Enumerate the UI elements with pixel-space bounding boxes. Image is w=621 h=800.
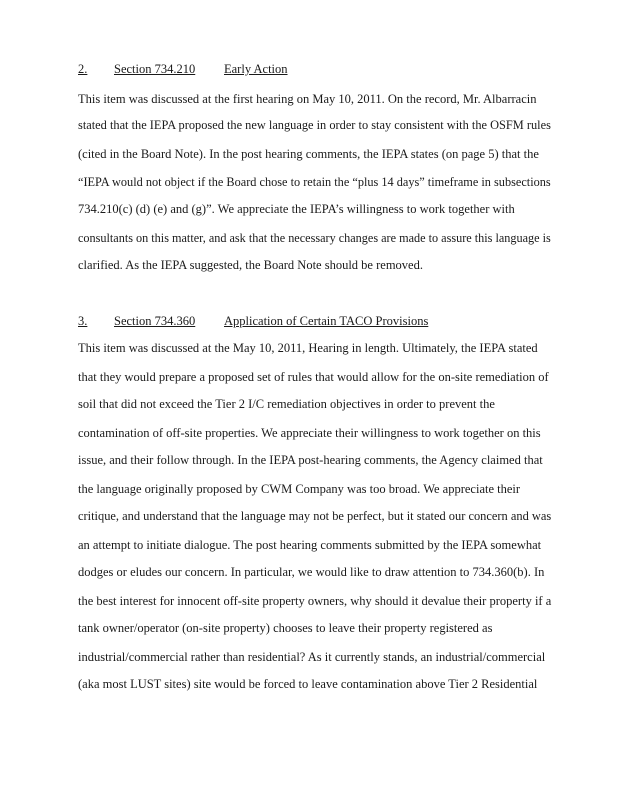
paragraph-line: the language originally proposed by CWM Company was too broad. We appreciate their <box>78 482 521 496</box>
paragraph-line: 734.210(c) (d) (e) and (g)”. We appreciate the IEPA’s willingness to work together with <box>78 202 515 216</box>
paragraph-line: industrial/commercial rather than residential? As it currently stands, an industrial/commercial <box>78 650 546 664</box>
paragraph-line: tank owner/operator (on-site property) chooses to leave their property registered as <box>78 621 493 635</box>
section-number: 2. <box>78 62 88 76</box>
section-3-heading <box>78 313 428 329</box>
section-number: 3. <box>78 314 88 328</box>
section-reference: Section 734.360 <box>114 314 196 328</box>
paragraph-line: critique, and understand that the language may not be perfect, but it stated our concern and was <box>78 509 552 523</box>
paragraph-line: (cited in the Board Note). In the post hearing comments, the IEPA states (on page 5) that the <box>78 147 539 161</box>
paragraph-line: clarified. As the IEPA suggested, the Board Note should be removed. <box>78 258 423 272</box>
paragraph-line: the best interest for innocent off-site property owners, why should it devalue their property if a <box>78 594 552 608</box>
section-2-heading <box>78 61 288 77</box>
paragraph-line: an attempt to initiate dialogue. The post hearing comments submitted by the IEPA somewhat <box>78 538 542 552</box>
paragraph-line: “IEPA would not object if the Board chose to retain the “plus 14 days” timeframe in subsections <box>78 175 551 189</box>
section-reference: Section 734.210 <box>114 62 196 76</box>
paragraph-line: issue, and their follow through. In the IEPA post-hearing comments, the Agency claimed that <box>78 453 543 467</box>
paragraph-line: consultants on this matter, and ask that the necessary changes are made to assure this language is <box>78 231 551 245</box>
paragraph-line: This item was discussed at the first hearing on May 10, 2011. On the record, Mr. Albarracin <box>78 92 537 106</box>
paragraph-line: This item was discussed at the May 10, 2011, Hearing in length. Ultimately, the IEPA stated <box>78 341 538 355</box>
section-title: Early Action <box>224 62 288 76</box>
paragraph-line: soil that did not exceed the Tier 2 I/C remediation objectives in order to prevent the <box>78 397 495 411</box>
paragraph-line: dodges or eludes our concern. In particular, we would like to draw attention to 734.360(b). In <box>78 565 545 579</box>
paragraph-line: that they would prepare a proposed set of rules that would allow for the on-site remediation of <box>78 370 549 384</box>
paragraph-line: contamination of off-site properties. We appreciate their willingness to work together on this <box>78 426 541 440</box>
section-title: Application of Certain TACO Provisions <box>224 314 429 328</box>
paragraph-line: (aka most LUST sites) site would be forced to leave contamination above Tier 2 Residential <box>78 677 538 691</box>
paragraph-line: stated that the IEPA proposed the new language in order to stay consistent with the OSFM rules <box>78 118 551 132</box>
